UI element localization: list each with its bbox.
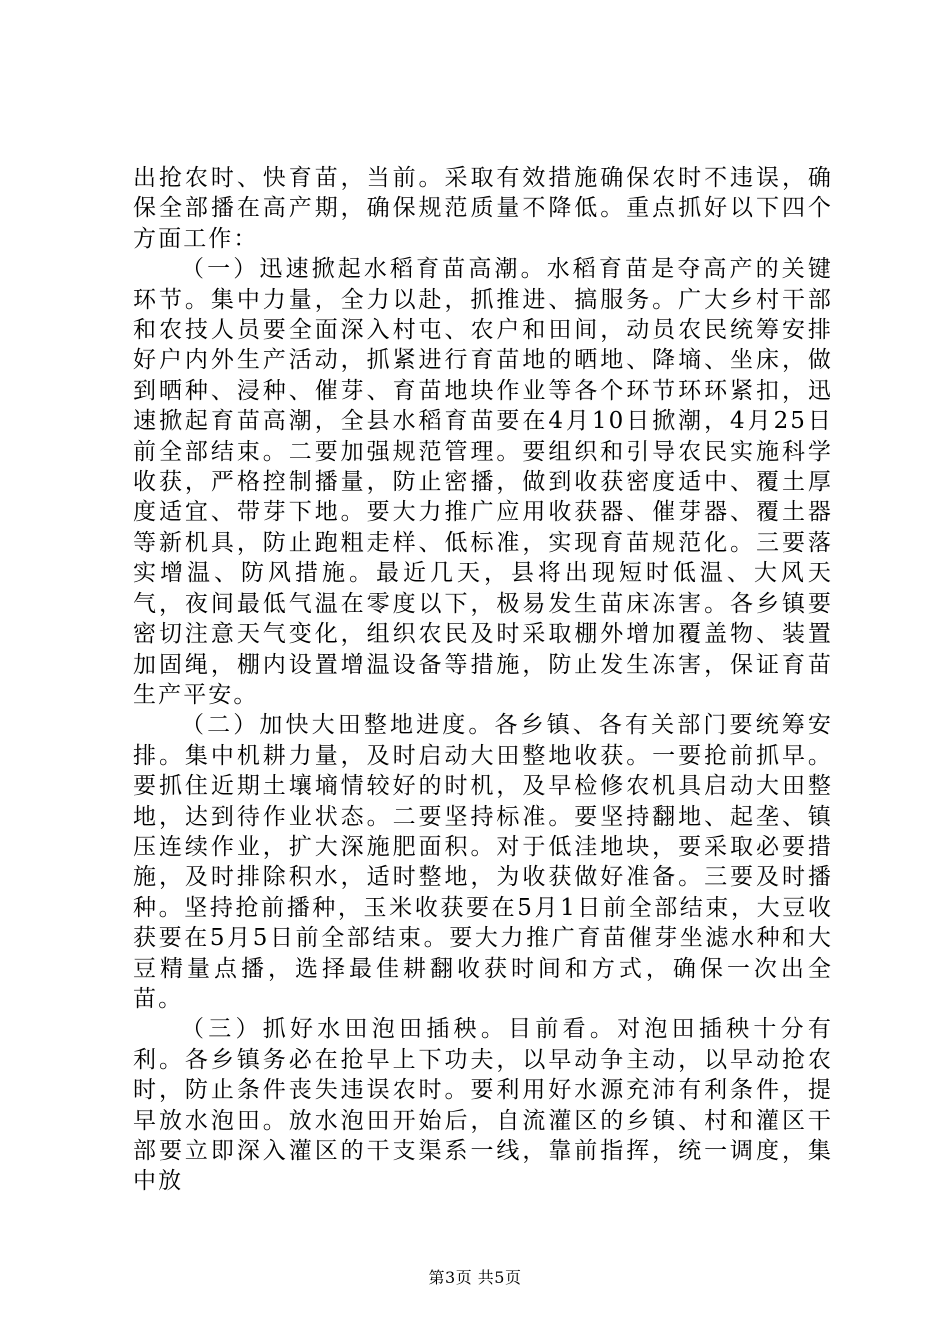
paragraph-section-2: （二）加快大田整地进度。各乡镇、各有关部门要统筹安排。集中机耕力量，及时启动大田整地收获。一要抢前抓早。要抓住近期土壤墒情较好的时机，及早检修农机具启动大田整地，达到待作业状态。二要坚持标准。要坚持翻地、起垄、镇压连续作业，扩大深施肥面积。对于低洼地块，要采取必要措施，及时排除积水，适时整地，为收获做好准备。三要及时播种。坚持抢前播种，玉米收获要在5月1日前全部结束，大豆收获要在5月5日前全部结束。要大力推广育苗催芽坐滤水种和大豆精量点播，选择最佳耕翻收获时间和方式，确保一次出全苗。 <box>133 712 833 1012</box>
page-footer <box>0 1265 950 1288</box>
document-body <box>133 163 833 1197</box>
paragraph-section-3: （三）抓好水田泡田插秧。目前看。对泡田插秧十分有利。各乡镇务必在抢早上下功夫，以早动争主动，以早动抢农时，防止条件丧失违误农时。要利用好水源充沛有利条件，提早放水泡田。放水泡田开始后，自流灌区的乡镇、村和灌区干部要立即深入灌区的干支渠系一线，靠前指挥，统一调度，集中放 <box>133 1016 833 1195</box>
page-number-label: 第3页 共5页 <box>428 1268 522 1287</box>
paragraph-intro: 出抢农时、快育苗，当前。采取有效措施确保农时不违误，确保全部播在高产期，确保规范质量不降低。重点抓好以下四个方面工作： <box>133 165 833 252</box>
paragraph-section-1: （一）迅速掀起水稻育苗高潮。水稻育苗是夺高产的关键环节。集中力量，全力以赴，抓推进、搞服务。广大乡村干部和农技人员要全面深入村屯、农户和田间，动员农民统筹安排好户内外生产活动，抓紧进行育苗地的晒地、降墒、坐床，做到晒种、浸种、催芽、育苗地块作业等各个环节环环紧扣，迅速掀起育苗高潮，全县水稻育苗要在4月10日掀潮，4月25日前全部结束。二要加强规范管理。要组织和引导农民实施科学收获，严格控制播量，防止密播，做到收获密度适中、覆土厚度适宜、带芽下地。要大力推广应用收获器、催芽器、覆土器等新机具，防止跑粗走样、低标准，实现育苗规范化。三要落实增温、防风措施。最近几天，县将出现短时低温、大风天气，夜间最低气温在零度以下，极易发生苗床冻害。各乡镇要密切注意天气变化，组织农民及时采取棚外增加覆盖物、装置加固绳，棚内设置增温设备等措施，防止发生冻害，保证育苗生产平安。 <box>133 256 833 708</box>
